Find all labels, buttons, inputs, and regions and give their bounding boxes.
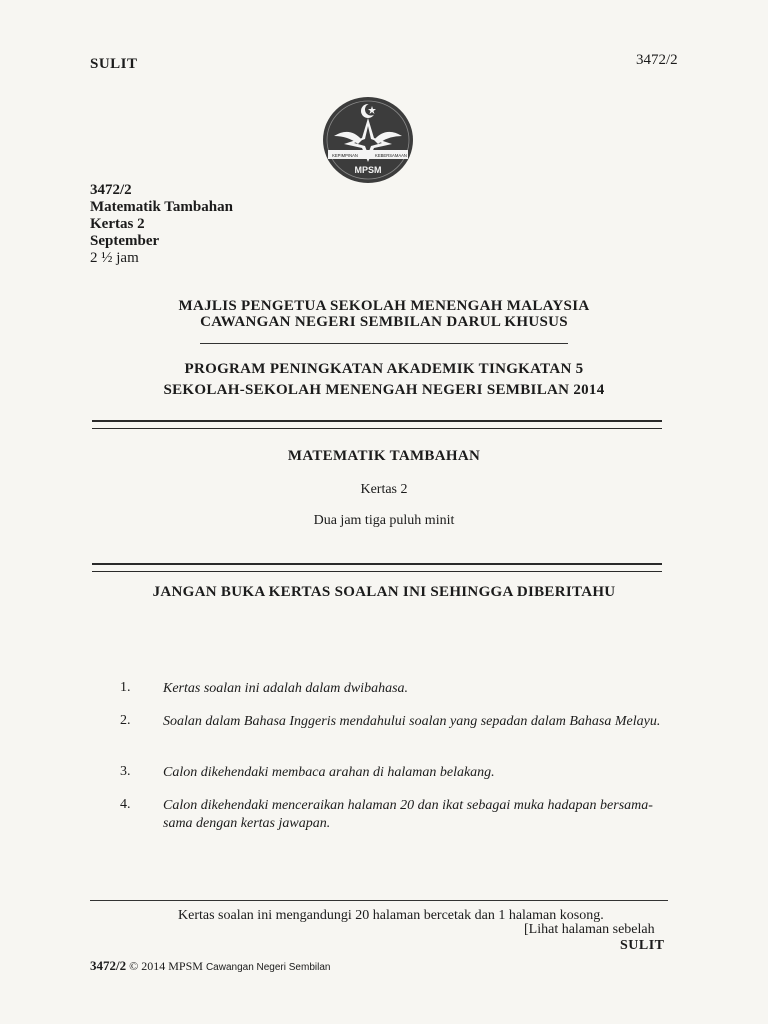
paper-code-top: 3472/2	[636, 52, 678, 68]
copyright-text: © 2014 MPSM	[129, 959, 203, 973]
copyright-line	[90, 958, 330, 974]
mpsm-logo	[322, 96, 414, 184]
paper-info-paper: Kertas 2	[90, 216, 145, 232]
sulit-label-top: SULIT	[90, 56, 138, 72]
copyright-branch: Cawangan Negeri Sembilan	[205, 962, 331, 973]
paper-info-month: September	[90, 233, 160, 249]
logo-abbr: MPSM	[354, 165, 382, 175]
paper-info-time: 2 ½ jam	[90, 250, 139, 266]
organizer-line-2: CAWANGAN NEGERI SEMBILAN DARUL KHUSUS	[200, 314, 568, 330]
instruction-number: 1.	[120, 680, 131, 695]
divider-footer	[90, 900, 668, 901]
copyright-code: 3472/2	[90, 958, 127, 973]
program-line-1: PROGRAM PENINGKATAN AKADEMIK TINGKATAN 5	[184, 361, 584, 377]
exam-duration: Dua jam tiga puluh minit	[313, 513, 455, 528]
double-rule-bottom	[92, 563, 662, 572]
instruction-text: Calon dikehendaki membaca arahan di halaman belakang.	[163, 765, 495, 780]
instruction-number: 2.	[120, 713, 131, 728]
paper-info-subject: Matematik Tambahan	[90, 199, 233, 215]
do-not-open-warning: JANGAN BUKA KERTAS SOALAN INI SEHINGGA DIBERITAHU	[152, 584, 616, 600]
paper-info-code: 3472/2	[90, 182, 132, 198]
exam-paper: Kertas 2	[360, 482, 408, 497]
program-line-2: SEKOLAH-SEKOLAH MENENGAH NEGERI SEMBILAN 2014	[163, 382, 605, 398]
instruction-text: Kertas soalan ini adalah dalam dwibahasa.	[163, 681, 409, 696]
exam-subject: MATEMATIK TAMBAHAN	[287, 448, 481, 464]
instruction-text: Calon dikehendaki menceraikan halaman 20 dan ikat sebagai muka hadapan bersama-sama dengan kertas jawapan.	[163, 798, 653, 831]
page-count-note: Kertas soalan ini mengandungi 20 halaman bercetak dan 1 halaman kosong.	[178, 908, 604, 923]
logo-motto-left: KEPIMPINAN	[332, 153, 358, 158]
paper-info-block	[90, 182, 233, 267]
divider-organizer	[200, 343, 568, 344]
logo-motto-right: KEBERSAMAAN	[375, 153, 407, 158]
instruction-number: 3.	[120, 764, 131, 779]
see-next-page-note: [Lihat halaman sebelah	[524, 922, 655, 937]
instruction-text: Soalan dalam Bahasa Inggeris mendahului soalan yang sepadan dalam Bahasa Melayu.	[163, 714, 661, 729]
organizer-line-1: MAJLIS PENGETUA SEKOLAH MENENGAH MALAYSIA	[178, 298, 590, 314]
double-rule-top	[92, 420, 662, 429]
sulit-label-bottom: SULIT	[620, 938, 665, 953]
instruction-number: 4.	[120, 797, 131, 812]
